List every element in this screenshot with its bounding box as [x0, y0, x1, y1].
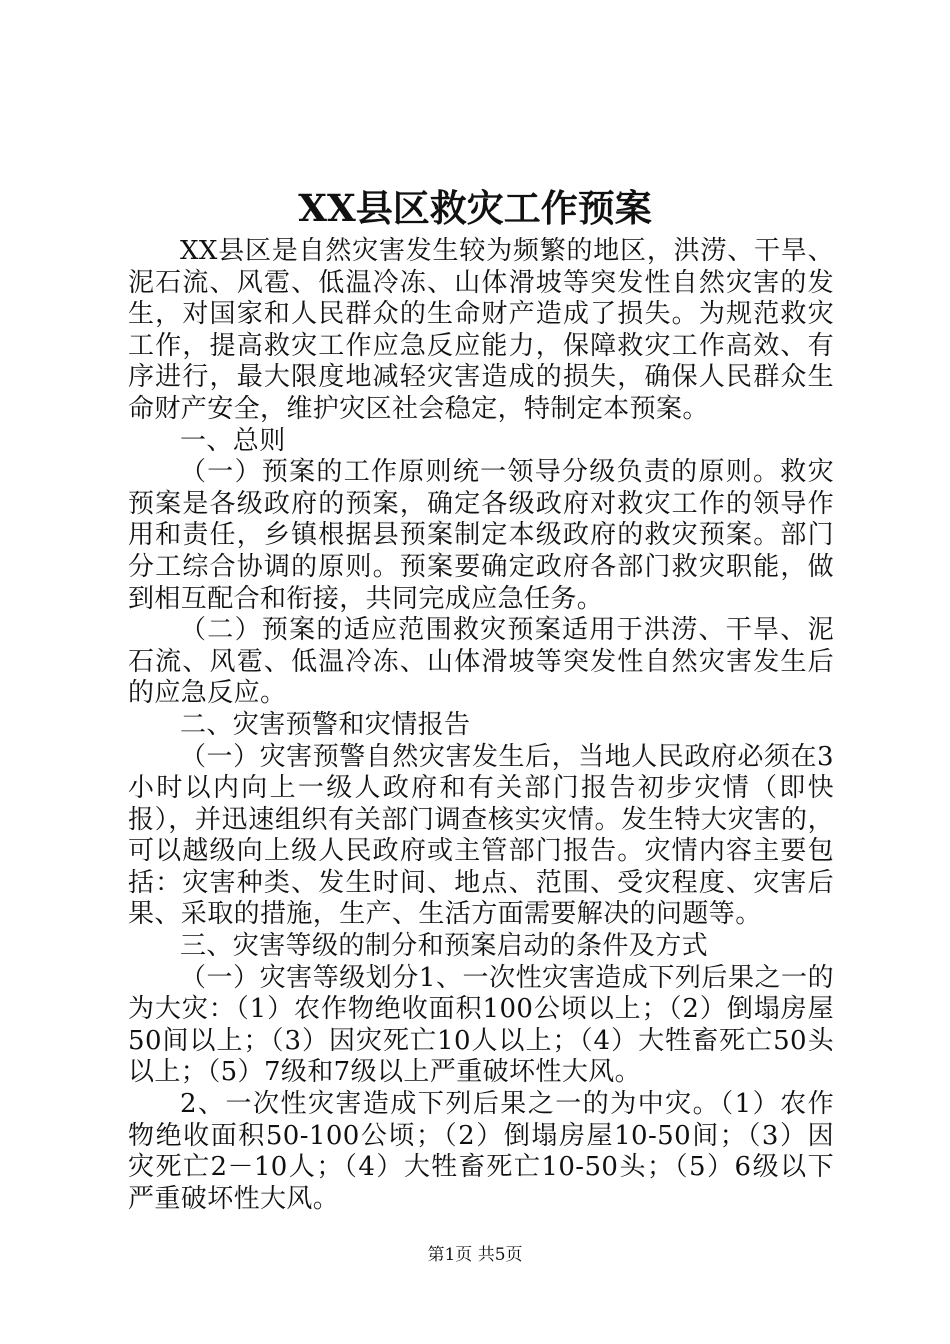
document-title: XX县区救灾工作预案: [298, 186, 652, 230]
section-heading-warning: 二、灾害预警和灾情报告: [180, 709, 471, 740]
intro-paragraph: XX县区是自然灾害发生较为频繁的地区，洪涝、干旱、泥石流、风雹、低温冷冻、山体滑坡等突发性自然灾害的发生，对国家和人民群众的生命财产造成了损失。为规范救灾工作，提高救灾工作应急反应能力，保障救灾工作高效、有序进行，最大限度地减轻灾害造成的损失，确保人民群众生命财产安全，维护灾区社会稳定，特制定本预案。: [128, 236, 834, 424]
paragraph-scope: （二）预案的适应范围救灾预案适用于洪涝、干旱、泥石流、风雹、低温冷冻、山体滑坡等突发性自然灾害发生后的应急反应。: [128, 615, 834, 709]
document-body: [128, 236, 834, 1215]
paragraph-major-disaster: （一）灾害等级划分1、一次性灾害造成下列后果之一的为大灾：（1）农作物绝收面积100公顷以上；（2）倒塌房屋50间以上；（3）因灾死亡10人以上；（4）大牲畜死亡50头以上；（5）7级和7级以上严重破坏性大风。: [128, 962, 834, 1088]
paragraph-warning: （一）灾害预警自然灾害发生后，当地人民政府必须在3小时以内向上一级人政府和有关部门报告初步灾情（即快报），并迅速组织有关部门调查核实灾情。发生特大灾害的，可以越级向上级人民政府或主管部门报告。灾情内容主要包括：灾害种类、发生时间、地点、范围、受灾程度、灾害后果、采取的措施，生产、生活方面需要解决的问题等。: [128, 741, 834, 930]
paragraph-principles: （一）预案的工作原则统一领导分级负责的原则。救灾预案是各级政府的预案，确定各级政府对救灾工作的领导作用和责任，乡镇根据县预案制定本级政府的救灾预案。部门分工综合协调的原则。预案要确定政府各部门救灾职能，做到相互配合和衔接，共同完成应急任务。: [128, 457, 834, 614]
page-footer: 第1页 共5页: [427, 1245, 523, 1265]
paragraph-medium-disaster: 2、一次性灾害造成下列后果之一的为中灾。（1）农作物绝收面积50-100公顷；（2）倒塌房屋10-50间；（3）因灾死亡2－10人；（4）大牲畜死亡10-50头；（5）6级以下严重破坏性大风。: [128, 1089, 834, 1214]
section-heading-levels: 三、灾害等级的制分和预案启动的条件及方式: [180, 931, 709, 962]
section-heading-general: 一、总则: [180, 425, 286, 456]
